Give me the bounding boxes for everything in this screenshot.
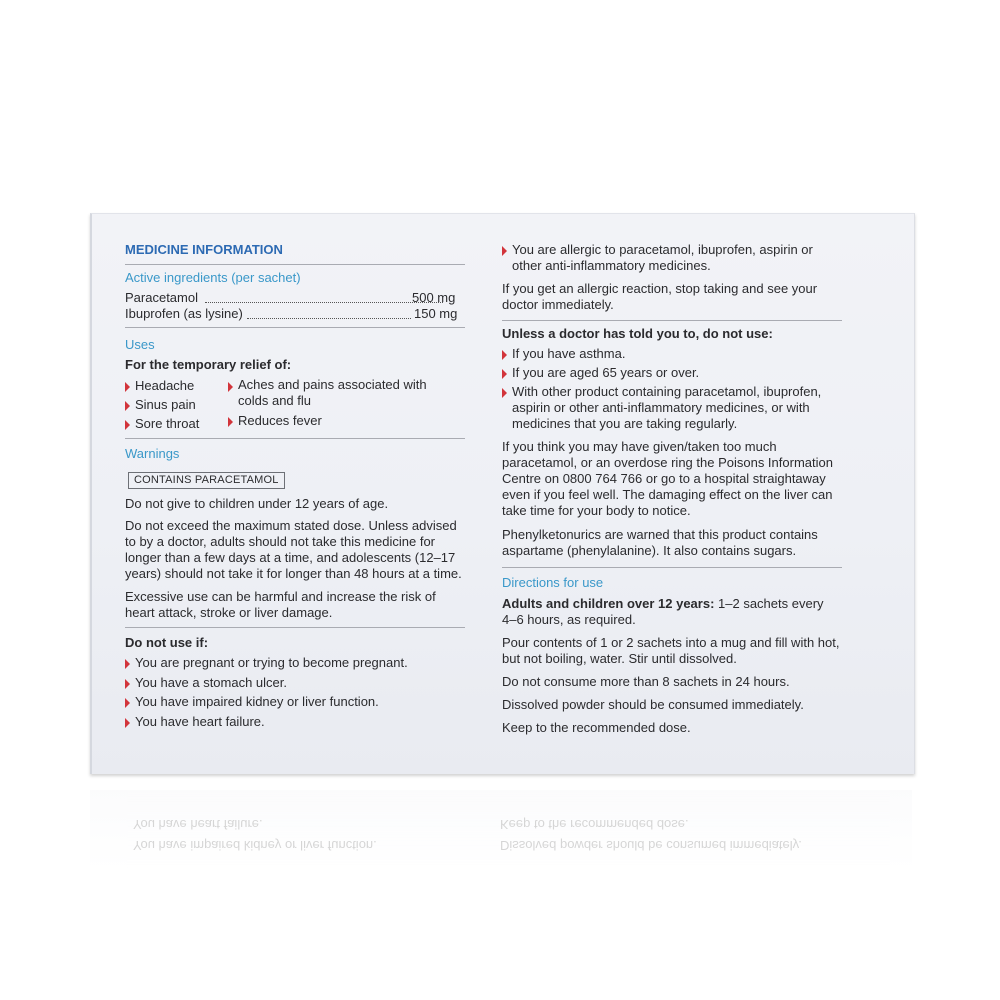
- reflection-text: You have heart failure.: [133, 817, 263, 832]
- unless-item: With other product containing paracetamol, ibuprofen,: [512, 384, 822, 399]
- do-not-use-item: You have a stomach ulcer.: [135, 675, 288, 690]
- unless-item: aspirin or other anti-inflammatory medicines, or with: [512, 400, 810, 415]
- bullet-icon: [502, 350, 507, 360]
- overdose-text: paracetamol, or an overdose ring the Poisons Information: [502, 455, 833, 470]
- pour-instructions: Pour contents of 1 or 2 sachets into a mug and fill with hot,: [502, 635, 840, 650]
- phenylketonurics-text: Phenylketonurics are warned that this product contains: [502, 527, 818, 542]
- adults-dosage-line2: 4–6 hours, as required.: [502, 612, 636, 627]
- bullet-icon: [125, 718, 130, 728]
- unless-doctor-title: Unless a doctor has told you to, do not use:: [502, 326, 773, 341]
- warning-text: to by a doctor, adults should not take this medicine for: [125, 534, 436, 549]
- divider: [502, 567, 842, 568]
- bullet-icon: [125, 420, 130, 430]
- divider: [125, 627, 465, 628]
- bullet-icon: [125, 679, 130, 689]
- warning-text: years) should not take it for longer than 48 hours at a time.: [125, 566, 462, 581]
- active-ingredients-title: Active ingredients (per sachet): [125, 270, 301, 285]
- warning-text: Do not give to children under 12 years of age.: [125, 496, 389, 511]
- warning-text: heart attack, stroke or liver damage.: [125, 605, 333, 620]
- unless-item: If you have asthma.: [512, 346, 626, 361]
- do-not-use-item: You have heart failure.: [135, 714, 265, 729]
- adults-dosage: [502, 596, 824, 612]
- reflection-text: Keep to the recommended dose.: [500, 817, 689, 832]
- bullet-icon: [502, 388, 507, 398]
- medicine-box-back-panel: [90, 213, 915, 774]
- contains-paracetamol-badge: CONTAINS PARACETAMOL: [128, 472, 285, 489]
- use-item: Aches and pains associated with: [238, 377, 427, 392]
- dissolved-text: Dissolved powder should be consumed immediately.: [502, 697, 804, 712]
- do-not-use-item: You are pregnant or trying to become pregnant.: [135, 655, 408, 670]
- use-item: Sore throat: [135, 416, 200, 431]
- ingredient-amount: 150 mg: [414, 306, 458, 321]
- uses-intro: For the temporary relief of:: [125, 357, 292, 372]
- bullet-icon: [228, 417, 233, 427]
- directions-title: Directions for use: [502, 575, 604, 590]
- unless-item: medicines that you are taking regularly.: [512, 416, 738, 431]
- use-item: Reduces fever: [238, 413, 322, 428]
- use-item: Sinus pain: [135, 397, 196, 412]
- divider: [502, 320, 842, 321]
- phenylketonurics-text: aspartame (phenylalanine). It also contains sugars.: [502, 543, 797, 558]
- bullet-icon: [125, 659, 130, 669]
- overdose-text: If you think you may have given/taken too much: [502, 439, 777, 454]
- warning-text: Excessive use can be harmful and increase the risk of: [125, 589, 436, 604]
- box-reflection: [90, 790, 912, 880]
- dot-leader: [247, 317, 411, 319]
- adults-dosage-bold: Adults and children over 12 years:: [502, 596, 715, 611]
- overdose-text: take time for your body to notice.: [502, 503, 691, 518]
- keep-dose-text: Keep to the recommended dose.: [502, 720, 691, 735]
- unless-item: If you are aged 65 years or over.: [512, 365, 700, 380]
- use-item: Headache: [135, 378, 195, 393]
- reflection-text: You have impaired kidney or liver function.: [133, 838, 377, 853]
- allergy-item: You are allergic to paracetamol, ibuprofen, aspirin or: [512, 242, 813, 257]
- bullet-icon: [228, 382, 233, 392]
- allergy-note: If you get an allergic reaction, stop taking and see your: [502, 281, 818, 296]
- do-not-use-title: Do not use if:: [125, 635, 209, 650]
- divider: [125, 327, 465, 328]
- ingredient-name: Ibuprofen (as lysine): [125, 306, 243, 321]
- allergy-item: other anti-inflammatory medicines.: [512, 258, 711, 273]
- ingredient-amount: 500 mg: [412, 290, 456, 305]
- overdose-text: even if you feel well. The damaging effect on the liver can: [502, 487, 833, 502]
- dot-leader: [205, 301, 443, 303]
- bullet-icon: [125, 382, 130, 392]
- pour-instructions: but not boiling, water. Stir until dissolved.: [502, 651, 737, 666]
- divider: [125, 438, 465, 439]
- overdose-text: Centre on 0800 764 766 or go to a hospital straightaway: [502, 471, 826, 486]
- warning-text: Do not exceed the maximum stated dose. Unless advised: [125, 518, 457, 533]
- medicine-information-heading: MEDICINE INFORMATION: [125, 242, 283, 257]
- ingredient-name: Paracetamol: [125, 290, 198, 305]
- bullet-icon: [502, 246, 507, 256]
- adults-dosage-rest: 1–2 sachets every: [714, 596, 824, 611]
- warnings-title: Warnings: [125, 446, 180, 461]
- uses-title: Uses: [125, 337, 155, 352]
- warning-text: longer than a few days at a time, and adolescents (12–17: [125, 550, 456, 565]
- divider: [125, 264, 465, 265]
- bullet-icon: [125, 698, 130, 708]
- reflection-text: Dissolved powder should be consumed immediately.: [500, 838, 802, 853]
- use-item-continued: colds and flu: [238, 393, 311, 408]
- bullet-icon: [125, 401, 130, 411]
- do-not-use-item: You have impaired kidney or liver function.: [135, 694, 379, 709]
- max-dose-text: Do not consume more than 8 sachets in 24 hours.: [502, 674, 790, 689]
- bullet-icon: [502, 369, 507, 379]
- allergy-note: doctor immediately.: [502, 297, 614, 312]
